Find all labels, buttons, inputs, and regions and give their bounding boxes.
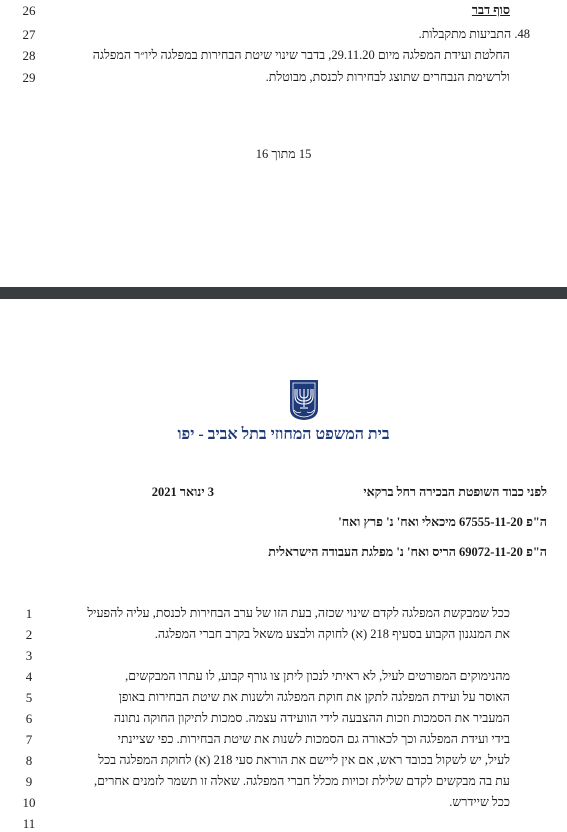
line-number: 28 (22, 48, 36, 63)
line-number: 5 (25, 690, 33, 705)
page-separator (0, 287, 567, 299)
document-page-1 (0, 299, 567, 831)
paragraph-line: ככל שיידרש. (449, 795, 510, 809)
line-number: 7 (25, 732, 33, 747)
menorah-emblem-icon (289, 379, 319, 421)
page-number-footer: 15 מתוך 16 (255, 147, 312, 161)
paragraph-line: המעביר את הסמכות וזכות ההצבעה לידי הוועידה עצמה. סמכות לתיקון החוקה נתונה (113, 711, 510, 725)
paragraph-line: 48. התביעות מתקבלות. (418, 27, 530, 41)
line-number: 2 (25, 627, 33, 642)
paragraph-line: בידי ועידת המפלגה וכך לכאורה גם הסמכות לשנות את שיטת הבחירות. כפי שציינתי (117, 732, 510, 746)
line-number: 29 (22, 70, 36, 85)
line-number: 3 (25, 648, 33, 663)
line-number: 4 (25, 669, 33, 684)
paragraph-line: עת בה מבקשים לקדם שלילת זכויות מכלל חברי המפלגה. שאלה זו תשמר לזמנים אחרים, (94, 774, 510, 788)
case-title: ה"פ 69072-11-20 הריס ואח' נ' מפלגת העבודה הישראלית (268, 545, 547, 559)
paragraph-line: את המנגנון הקבוע בסעיף 218 (א) לחוקה ולבצע משאל בקרב חברי המפלגה. (154, 627, 510, 641)
line-number: 26 (22, 3, 36, 18)
line-number: 9 (25, 774, 33, 789)
case-title: ה"פ 67555-11-20 מיכאלי ואח' נ' פרץ ואח' (338, 515, 547, 529)
line-number: 11 (22, 816, 36, 831)
paragraph-line: לעיל, יש לשקול בכובד ראש, אם אין ליישם את הוראת סעי 218 (א) לחוקת המפלגה בכל (98, 753, 510, 767)
document-page-15 (0, 0, 567, 287)
paragraph-line: מהנימוקים המפורטים לעיל, לא ראיתי לנכון ליתן צו גורף קבוע, לו עתרו המבקשים, (125, 669, 510, 683)
paragraph-line: ככל שמבקשת המפלגה לקדם שינוי שכזה, בעת הזו של ערב הבחירות לכנסת, עליה להפעיל (87, 606, 510, 620)
court-name: בית המשפט המחוזי בתל אביב - יפו (177, 426, 390, 443)
section-heading: סוף דבר (471, 3, 510, 17)
line-number: 8 (25, 753, 33, 768)
judge-line: לפני כבוד השופטת הבכירה רחל ברקאי (363, 485, 547, 499)
line-number: 10 (22, 795, 36, 810)
line-number: 27 (22, 27, 36, 42)
line-number: 1 (25, 606, 33, 621)
paragraph-line: ולרשימת הנבחרים שתוצג לבחירות לכנסת, מבוטלת. (265, 70, 510, 84)
paragraph-line: האוסר על ועידת המפלגה לתקן את חוקת המפלגה ולשנות את שיטת הבחירות באופן (118, 690, 510, 704)
paragraph-line: החלטת ועידת המפלגה מיום 29.11.20, בדבר שינוי שיטת הבחירות במפלגה ליו״ר המפלגה (92, 48, 510, 62)
line-number: 6 (25, 711, 33, 726)
date: 3 ינואר 2021 (151, 485, 214, 499)
